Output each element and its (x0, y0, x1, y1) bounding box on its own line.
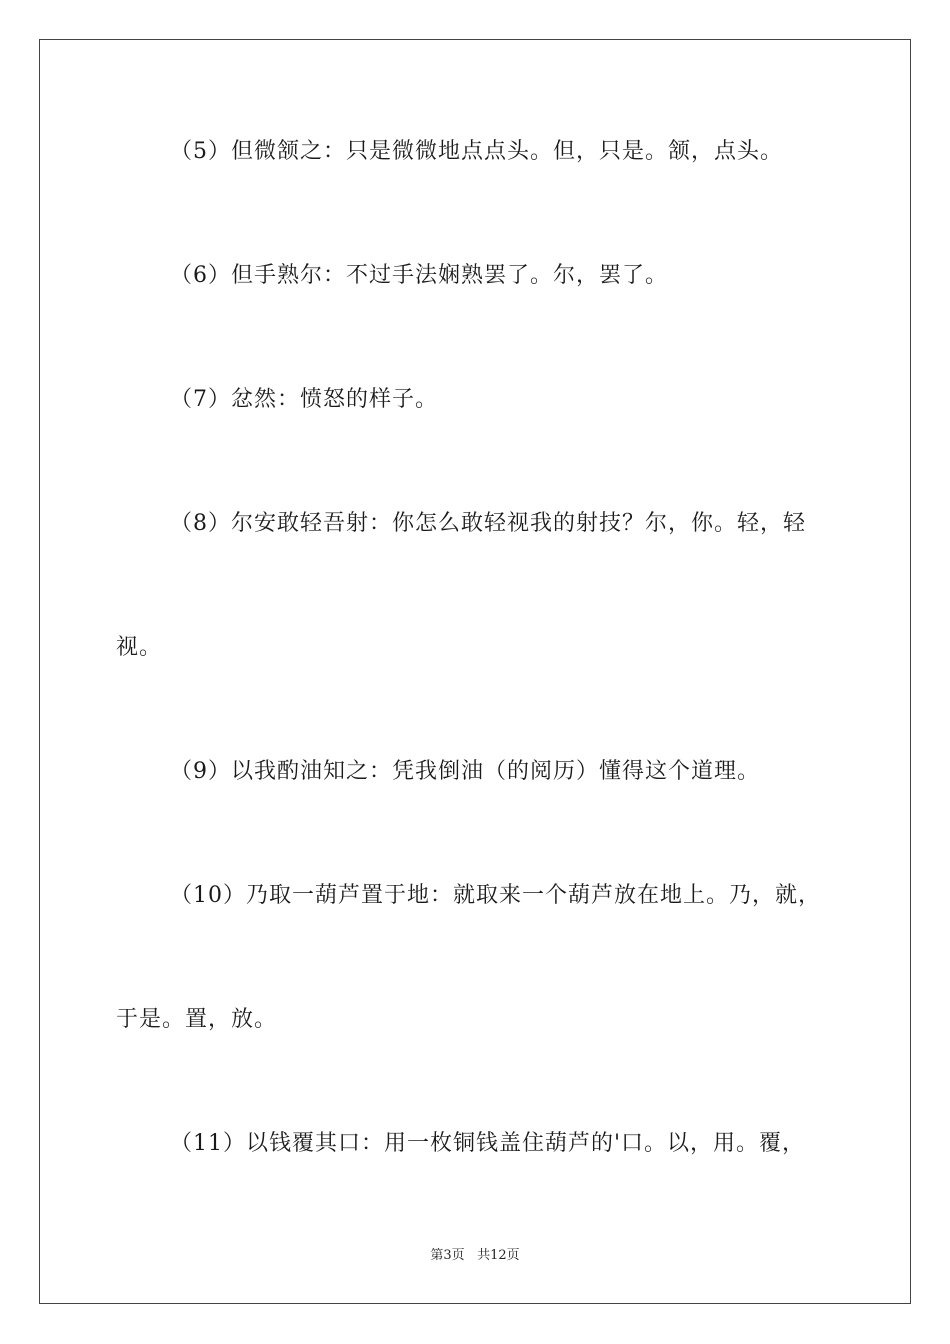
page-footer (0, 1247, 950, 1265)
paragraph-line: （6）但手熟尔：不过手法娴熟罢了。尔，罢了。 (170, 263, 668, 288)
paragraph-line: （9）以我酌油知之：凭我倒油（的阅历）懂得这个道理。 (170, 759, 760, 784)
paragraph-line: （5）但微颔之：只是微微地点点头。但，只是。颔，点头。 (170, 139, 783, 164)
paragraph-line: （7）忿然：愤怒的样子。 (170, 387, 438, 412)
paragraph-line: （10）乃取一葫芦置于地：就取来一个葫芦放在地上。乃，就， (170, 883, 821, 908)
paragraph-line: （8）尔安敢轻吾射：你怎么敢轻视我的射技？尔，你。轻，轻 (170, 511, 806, 536)
page-border (39, 39, 911, 1304)
page-total: 共12页 (477, 1248, 520, 1263)
page-number: 第3页 (430, 1248, 465, 1263)
paragraph-line: 视。 (116, 635, 163, 660)
paragraph-line: 于是。置，放。 (116, 1007, 278, 1032)
paragraph-line: （11）以钱覆其口：用一枚铜钱盖住葫芦的'口。以，用。覆， (170, 1131, 806, 1156)
